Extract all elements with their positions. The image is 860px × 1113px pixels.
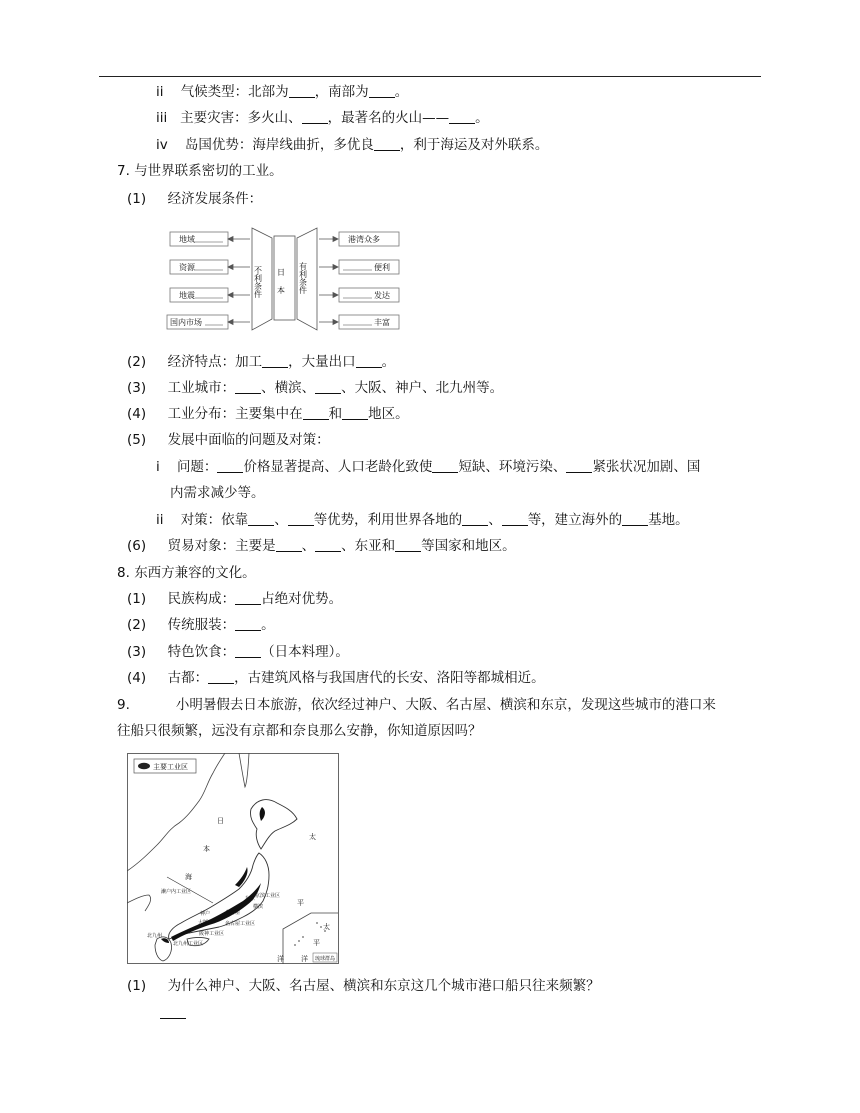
map-label: 平 — [297, 899, 304, 907]
text: 问题： — [176, 459, 218, 475]
item-disasters — [156, 108, 489, 128]
question-7-6 — [127, 536, 516, 556]
answer-blank[interactable] — [235, 643, 261, 658]
map-legend — [134, 759, 196, 773]
answer-blank[interactable] — [356, 353, 382, 368]
roman-numeral: iii — [156, 110, 168, 126]
diagram-right-box — [339, 315, 399, 329]
answer-blank[interactable] — [315, 537, 341, 552]
text: 特色饮食： — [167, 644, 236, 660]
answer-blank[interactable] — [502, 511, 528, 526]
question-number: 8. — [117, 565, 130, 581]
diagram-right-box — [339, 288, 399, 302]
question-7-5 — [127, 430, 330, 450]
text: 、 — [274, 512, 288, 528]
svg-text:港湾众多: 港湾众多 — [348, 235, 380, 244]
map-label: 海 — [185, 873, 192, 881]
question-number: 9. — [117, 697, 130, 713]
map-label: 本 — [203, 845, 210, 853]
diagram-right-box — [339, 260, 399, 274]
sub-number: (2) — [127, 354, 147, 370]
answer-blank[interactable] — [248, 511, 274, 526]
svg-text:主要工业区: 主要工业区 — [153, 763, 188, 771]
text: 、 — [301, 538, 316, 554]
svg-text:地域: 地域 — [179, 235, 195, 244]
text: 。 — [381, 354, 396, 370]
text: ，大量出口 — [288, 354, 356, 370]
answer-blank[interactable] — [276, 537, 302, 552]
text: ，最著名的火山—— — [327, 110, 450, 126]
sub-number: (2) — [127, 617, 147, 633]
text: 、 — [488, 512, 502, 528]
question-text: 东西方兼容的文化。 — [134, 565, 256, 581]
svg-text:地震: 地震 — [179, 291, 195, 300]
map-label: 名古屋工业区 — [225, 921, 256, 927]
sub-number: (3) — [127, 644, 147, 660]
text: 气候类型：北部为 — [180, 84, 289, 100]
inset-label — [313, 953, 337, 962]
sub-number: (3) — [127, 380, 147, 396]
answer-blank[interactable] — [342, 405, 368, 420]
text: ，南部为 — [314, 84, 369, 100]
japan-industrial-map — [127, 753, 339, 964]
map-label: 洋 — [277, 955, 284, 963]
svg-text:发达: 发达 — [374, 291, 390, 300]
answer-blank[interactable] — [315, 379, 341, 394]
unfavorable-label: 不利条件 — [253, 266, 263, 298]
item-problems-cont — [170, 483, 265, 503]
diagram-left-box — [170, 232, 228, 246]
text: 价格显著提高、人口老龄化致使 — [243, 459, 433, 475]
map-label: 濑户内工业区 — [161, 889, 192, 895]
question-9 — [117, 695, 716, 715]
roman-numeral: ii — [156, 512, 164, 528]
sub-number: (4) — [127, 406, 147, 422]
sub-text: 发展中面临的问题及对策： — [167, 432, 330, 448]
svg-text:便利: 便利 — [374, 263, 390, 272]
answer-blank[interactable] — [302, 109, 328, 124]
text: 岛国优势：海岸线曲折，多优良 — [184, 137, 374, 153]
sub-number: (1) — [127, 978, 147, 994]
map-label: 京滨工业区 — [255, 893, 281, 899]
answer-blank[interactable] — [374, 136, 400, 151]
text: 、大阪、神户、北九州等。 — [341, 380, 504, 396]
text: 等优势，利用世界各地的 — [313, 512, 463, 528]
text: 、横滨、 — [261, 380, 316, 396]
question-8-1 — [127, 589, 342, 609]
answer-blank[interactable] — [289, 83, 315, 98]
japan-economy-diagram — [165, 224, 413, 336]
svg-text:资源: 资源 — [179, 263, 195, 272]
text: 紧张状况加剧、国 — [592, 459, 701, 475]
map-label: 日 — [217, 817, 224, 825]
diagram-left-box — [167, 315, 228, 329]
text: 内需求减少等。 — [170, 485, 265, 501]
svg-text:丰富: 丰富 — [374, 318, 390, 327]
answer-blank[interactable] — [566, 458, 592, 473]
question-7-2 — [127, 352, 395, 372]
text: 对策：依靠 — [180, 512, 249, 528]
roman-numeral: i — [156, 459, 160, 475]
item-problems — [156, 457, 700, 477]
diagram-left-box — [170, 260, 228, 274]
answer-blank[interactable] — [432, 458, 458, 473]
map-label: 名古屋 — [225, 910, 241, 916]
question-7 — [117, 161, 283, 181]
answer-blank[interactable] — [622, 511, 648, 526]
text: 等，建立海外的 — [527, 512, 623, 528]
answer-blank[interactable] — [262, 353, 288, 368]
answer-blank[interactable] — [449, 109, 475, 124]
question-number: 7. — [117, 163, 130, 179]
text: 地区。 — [368, 406, 409, 422]
map-label: 洋 — [301, 955, 308, 963]
question-text: 小明暑假去日本旅游，依次经过神户、大阪、名古屋、横滨和东京，发现这些城市的港口来 — [175, 697, 716, 713]
sub-number: (1) — [127, 191, 147, 207]
answer-blank[interactable] — [395, 537, 421, 552]
question-9-cont — [117, 721, 482, 741]
question-8-3 — [127, 642, 349, 662]
roman-numeral: iv — [156, 137, 168, 153]
text: （日本料理）。 — [261, 644, 349, 660]
text: ，利于海运及对外联系。 — [399, 137, 549, 153]
text: 古都： — [167, 670, 209, 686]
answer-blank[interactable] — [303, 405, 329, 420]
answer-blank[interactable] — [369, 83, 395, 98]
question-text: 往船只很频繁，远没有京都和奈良那么安静，你知道原因吗？ — [117, 723, 482, 739]
question-7-4 — [127, 404, 409, 424]
text: 。 — [394, 84, 409, 100]
question-8 — [117, 563, 256, 583]
roman-numeral: ii — [156, 84, 164, 100]
text: 。 — [261, 617, 275, 633]
answer-blank[interactable] — [208, 669, 234, 684]
svg-text:琉球群岛: 琉球群岛 — [315, 956, 336, 962]
item-island-advantage — [156, 135, 548, 155]
answer-blank[interactable] — [235, 590, 261, 605]
map-label: 神户 — [200, 911, 211, 917]
sub-number: (6) — [127, 538, 147, 554]
map-label: 北九州工业区 — [173, 941, 204, 947]
map-label: 大阪 — [198, 920, 209, 926]
diagram-right-box — [339, 232, 399, 246]
sub-number: (1) — [127, 591, 147, 607]
answer-blank[interactable] — [160, 1004, 186, 1019]
answer-blank[interactable] — [288, 511, 314, 526]
text: 占绝对优势。 — [261, 591, 343, 607]
text: 等国家和地区。 — [421, 538, 516, 554]
map-label: 北九州 — [147, 933, 163, 939]
question-text: 与世界联系密切的工业。 — [134, 163, 283, 179]
map-label: 横滨 — [253, 904, 264, 910]
sub-text: 为什么神户、大阪、名古屋、横滨和东京这几个城市港口船只往来频繁？ — [167, 978, 600, 994]
center-label: 日本 — [276, 268, 286, 304]
text: 基地。 — [648, 512, 689, 528]
sub-text: 经济发展条件： — [167, 191, 263, 207]
answer-blank[interactable] — [217, 458, 243, 473]
question-8-2 — [127, 615, 275, 635]
text: 工业城市： — [167, 380, 236, 396]
answer-blank[interactable] — [235, 379, 261, 394]
text: 贸易对象：主要是 — [167, 538, 276, 554]
item-countermeasures — [156, 510, 689, 530]
diagram-left-box — [170, 288, 228, 302]
question-7-1 — [127, 189, 262, 209]
text: 、东亚和 — [341, 538, 396, 554]
svg-text:国内市场: 国内市场 — [170, 318, 202, 327]
sub-number: (5) — [127, 432, 147, 448]
text: 主要灾害：多火山、 — [180, 110, 302, 126]
map-label: 东京 — [245, 896, 256, 902]
map-label: 阪神工业区 — [199, 931, 225, 937]
answer-blank[interactable] — [235, 616, 261, 631]
map-label: 太 — [309, 833, 316, 841]
text: 短缺、环境污染、 — [458, 459, 567, 475]
question-8-4 — [127, 668, 545, 688]
item-climate — [156, 82, 408, 102]
sub-number: (4) — [127, 670, 147, 686]
map-label: 平 — [313, 939, 320, 947]
text: 工业分布：主要集中在 — [167, 406, 303, 422]
favorable-label: 有利条件 — [298, 262, 308, 294]
answer-blank[interactable] — [462, 511, 488, 526]
text: 传统服装： — [167, 617, 236, 633]
text: 。 — [475, 110, 489, 126]
question-9-1 — [127, 976, 600, 996]
text: 经济特点：加工 — [167, 354, 263, 370]
text: ，古建筑风格与我国唐代的长安、洛阳等都城相近。 — [234, 670, 545, 686]
text: 民族构成： — [167, 591, 236, 607]
map-label: 太 — [323, 923, 330, 931]
header-rule — [99, 76, 761, 77]
question-7-3 — [127, 378, 503, 398]
text: 和 — [328, 406, 343, 422]
